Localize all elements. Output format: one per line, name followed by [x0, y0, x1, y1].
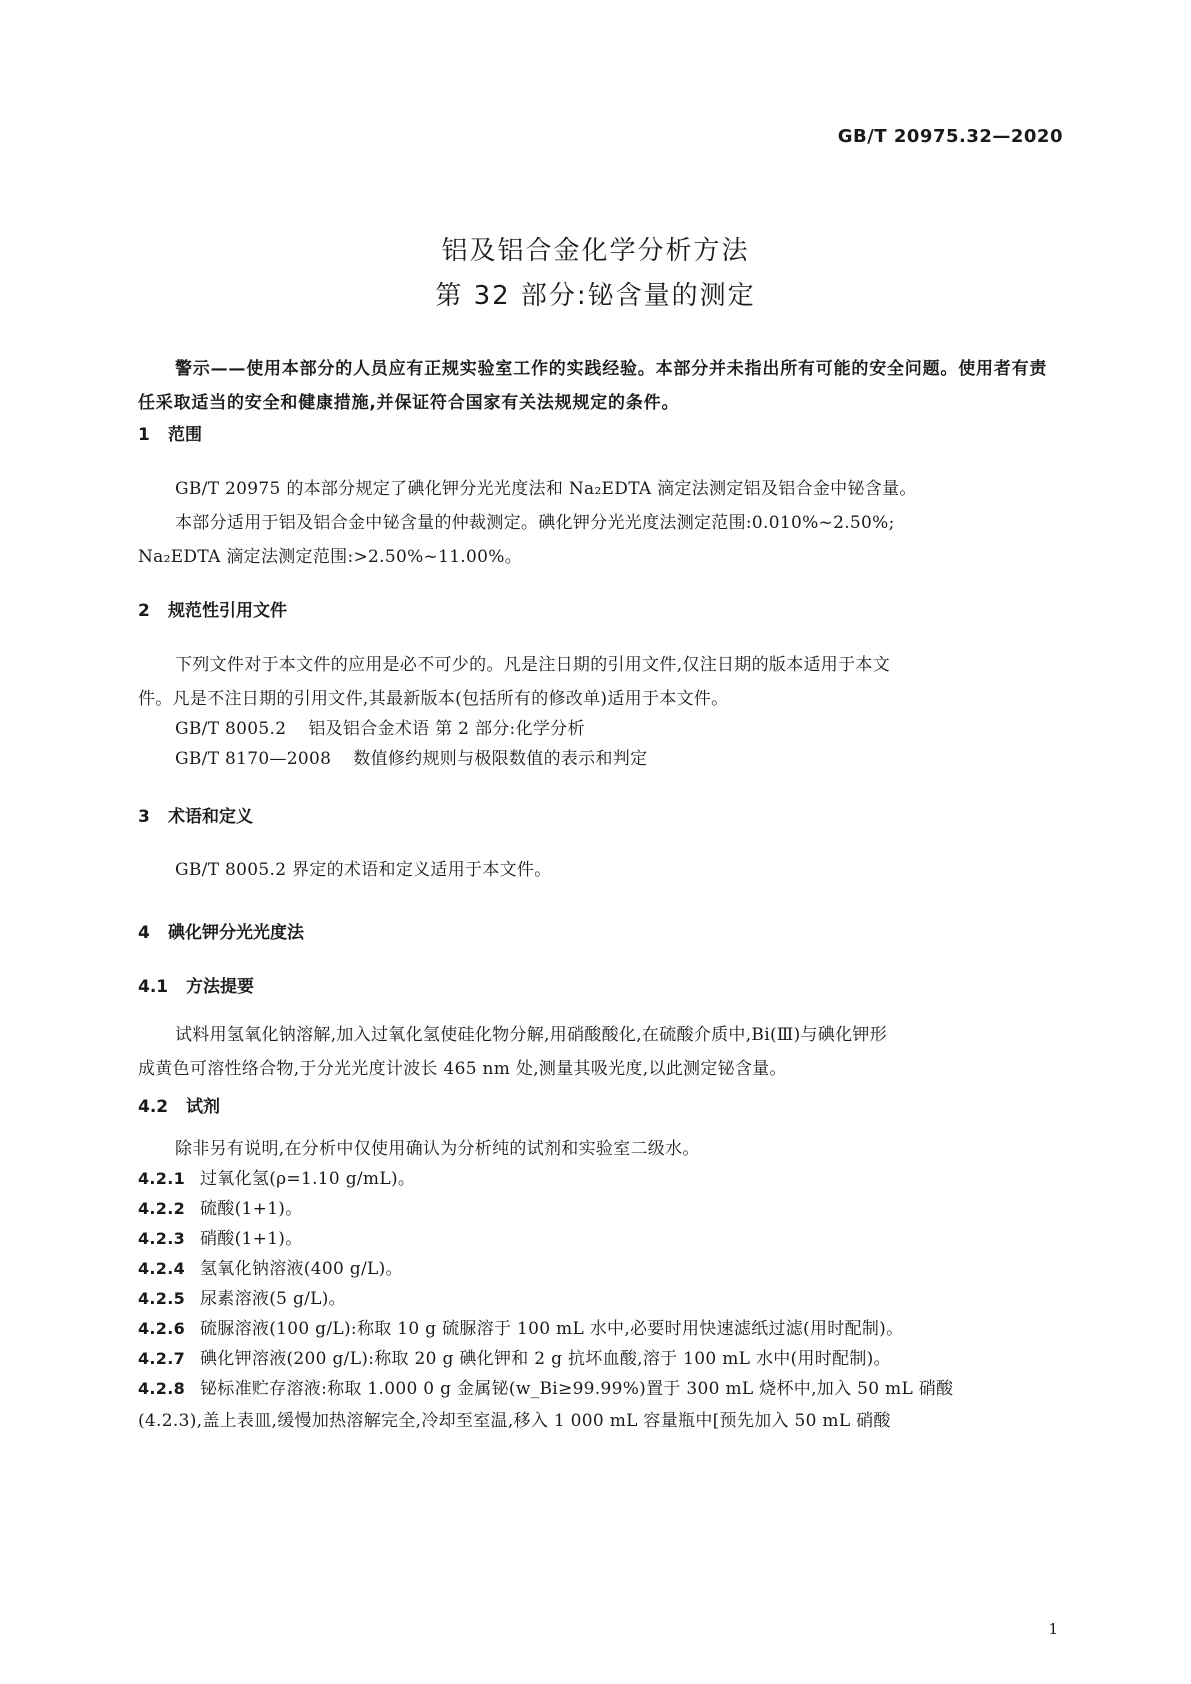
item-text: 氢氧化钠溶液(400 g/L)。 [200, 1259, 403, 1279]
item-text: 碘化钾溶液(200 g/L):称取 20 g 碘化钾和 2 g 抗坏血酸,溶于 100 mL 水中(用时配制)。 [200, 1349, 891, 1369]
page-number: 1 [1048, 1620, 1058, 1638]
item-number: 4.2.4 [138, 1259, 186, 1278]
reagent-item [138, 1222, 1060, 1256]
standard-code: GB/T 20975.32—2020 [837, 126, 1063, 147]
paragraph-continuation: 件。凡是不注日期的引用文件,其最新版本(包括所有的修改单)适用于本文件。 [138, 689, 729, 709]
item-text: 过氧化氢(ρ=1.10 g/mL)。 [200, 1169, 416, 1189]
section-2-heading [138, 596, 287, 621]
section-3-body [138, 853, 1060, 887]
reagent-item [138, 1312, 1060, 1346]
item-number: 4.2.1 [138, 1169, 186, 1188]
section-title: 规范性引用文件 [168, 601, 287, 621]
reagent-item [138, 1252, 1060, 1286]
section-4-1-heading [138, 972, 254, 997]
section-title: 碘化钾分光光度法 [168, 923, 304, 943]
section-number: 4.1 [138, 977, 169, 997]
section-title: 试剂 [186, 1097, 220, 1117]
paragraph: 本部分适用于铝及铝合金中铋含量的仲裁测定。碘化钾分光光度法测定范围:0.010%~2.50%; [175, 513, 895, 533]
safety-warning: 警示——使用本部分的人员应有正规实验室工作的实践经验。本部分并未指出所有可能的安全问题。使用者有责任采取适当的安全和健康措施,并保证符合国家有关法规规定的条件。 [138, 359, 1048, 413]
section-4-heading [138, 918, 304, 943]
item-number: 4.2.2 [138, 1199, 186, 1218]
reagent-item [138, 1162, 1060, 1196]
reagent-item [138, 1192, 1060, 1226]
normative-reference [175, 712, 585, 746]
reference-code: GB/T 8005.2 [175, 719, 287, 739]
item-number: 4.2.6 [138, 1319, 186, 1338]
section-title: 术语和定义 [168, 807, 253, 827]
reference-code: GB/T 8170—2008 [175, 749, 332, 769]
section-number: 1 [138, 425, 150, 445]
section-title: 范围 [168, 425, 202, 445]
section-number: 4 [138, 923, 150, 943]
paragraph-continuation: 成黄色可溶性络合物,于分光光度计波长 465 nm 处,测量其吸光度,以此测定铋含量。 [138, 1059, 787, 1079]
item-number: 4.2.8 [138, 1379, 186, 1398]
section-title: 方法提要 [186, 977, 254, 997]
section-4-2-heading [138, 1092, 220, 1117]
section-number: 3 [138, 807, 150, 827]
document-title-line1: 铝及铝合金化学分析方法 [441, 236, 750, 266]
reference-title: 数值修约规则与极限数值的表示和判定 [353, 749, 648, 769]
section-1-heading [138, 420, 202, 445]
section-4-1-body [138, 1018, 1060, 1086]
item-text: 尿素溶液(5 g/L)。 [200, 1289, 346, 1309]
document-title-line2: 第 32 部分:铋含量的测定 [435, 281, 756, 311]
item-number: 4.2.3 [138, 1229, 186, 1248]
paragraph: GB/T 8005.2 界定的术语和定义适用于本文件。 [175, 860, 552, 880]
normative-reference [175, 742, 647, 776]
reagent-item-continuation [138, 1404, 1060, 1438]
section-1-body [138, 472, 1060, 574]
item-text: 硫酸(1+1)。 [200, 1199, 303, 1219]
reagent-item [138, 1342, 1060, 1376]
item-number: 4.2.5 [138, 1289, 186, 1308]
section-2-body [138, 648, 1060, 716]
reagent-item [138, 1282, 1060, 1316]
section-number: 4.2 [138, 1097, 169, 1117]
paragraph: 除非另有说明,在分析中仅使用确认为分析纯的试剂和实验室二级水。 [175, 1139, 700, 1159]
item-text: 硫脲溶液(100 g/L):称取 10 g 硫脲溶于 100 mL 水中,必要时用快速滤纸过滤(用时配制)。 [200, 1319, 904, 1339]
item-text: (4.2.3),盖上表皿,缓慢加热溶解完全,冷却至室温,移入 1 000 mL 容量瓶中[预先加入 50 mL 硝酸 [138, 1411, 891, 1431]
reference-title: 铝及铝合金术语 第 2 部分:化学分析 [308, 719, 585, 739]
section-4-2-intro [138, 1132, 1060, 1166]
reagent-item [138, 1372, 1060, 1406]
section-number: 2 [138, 601, 150, 621]
paragraph-continuation: Na₂EDTA 滴定法测定范围:>2.50%~11.00%。 [138, 547, 522, 567]
section-3-heading [138, 802, 253, 827]
item-number: 4.2.7 [138, 1349, 186, 1368]
paragraph: 试料用氢氧化钠溶解,加入过氧化氢使硅化物分解,用硝酸酸化,在硫酸介质中,Bi(Ⅲ)与碘化钾形 [175, 1025, 888, 1045]
item-text: 硝酸(1+1)。 [200, 1229, 303, 1249]
paragraph: 下列文件对于本文件的应用是必不可少的。凡是注日期的引用文件,仅注日期的版本适用于本文 [175, 655, 891, 675]
item-text: 铋标准贮存溶液:称取 1.000 0 g 金属铋(w_Bi≥99.99%)置于 300 mL 烧杯中,加入 50 mL 硝酸 [200, 1379, 954, 1399]
paragraph: GB/T 20975 的本部分规定了碘化钾分光光度法和 Na₂EDTA 滴定法测定铝及铝合金中铋含量。 [175, 479, 917, 499]
